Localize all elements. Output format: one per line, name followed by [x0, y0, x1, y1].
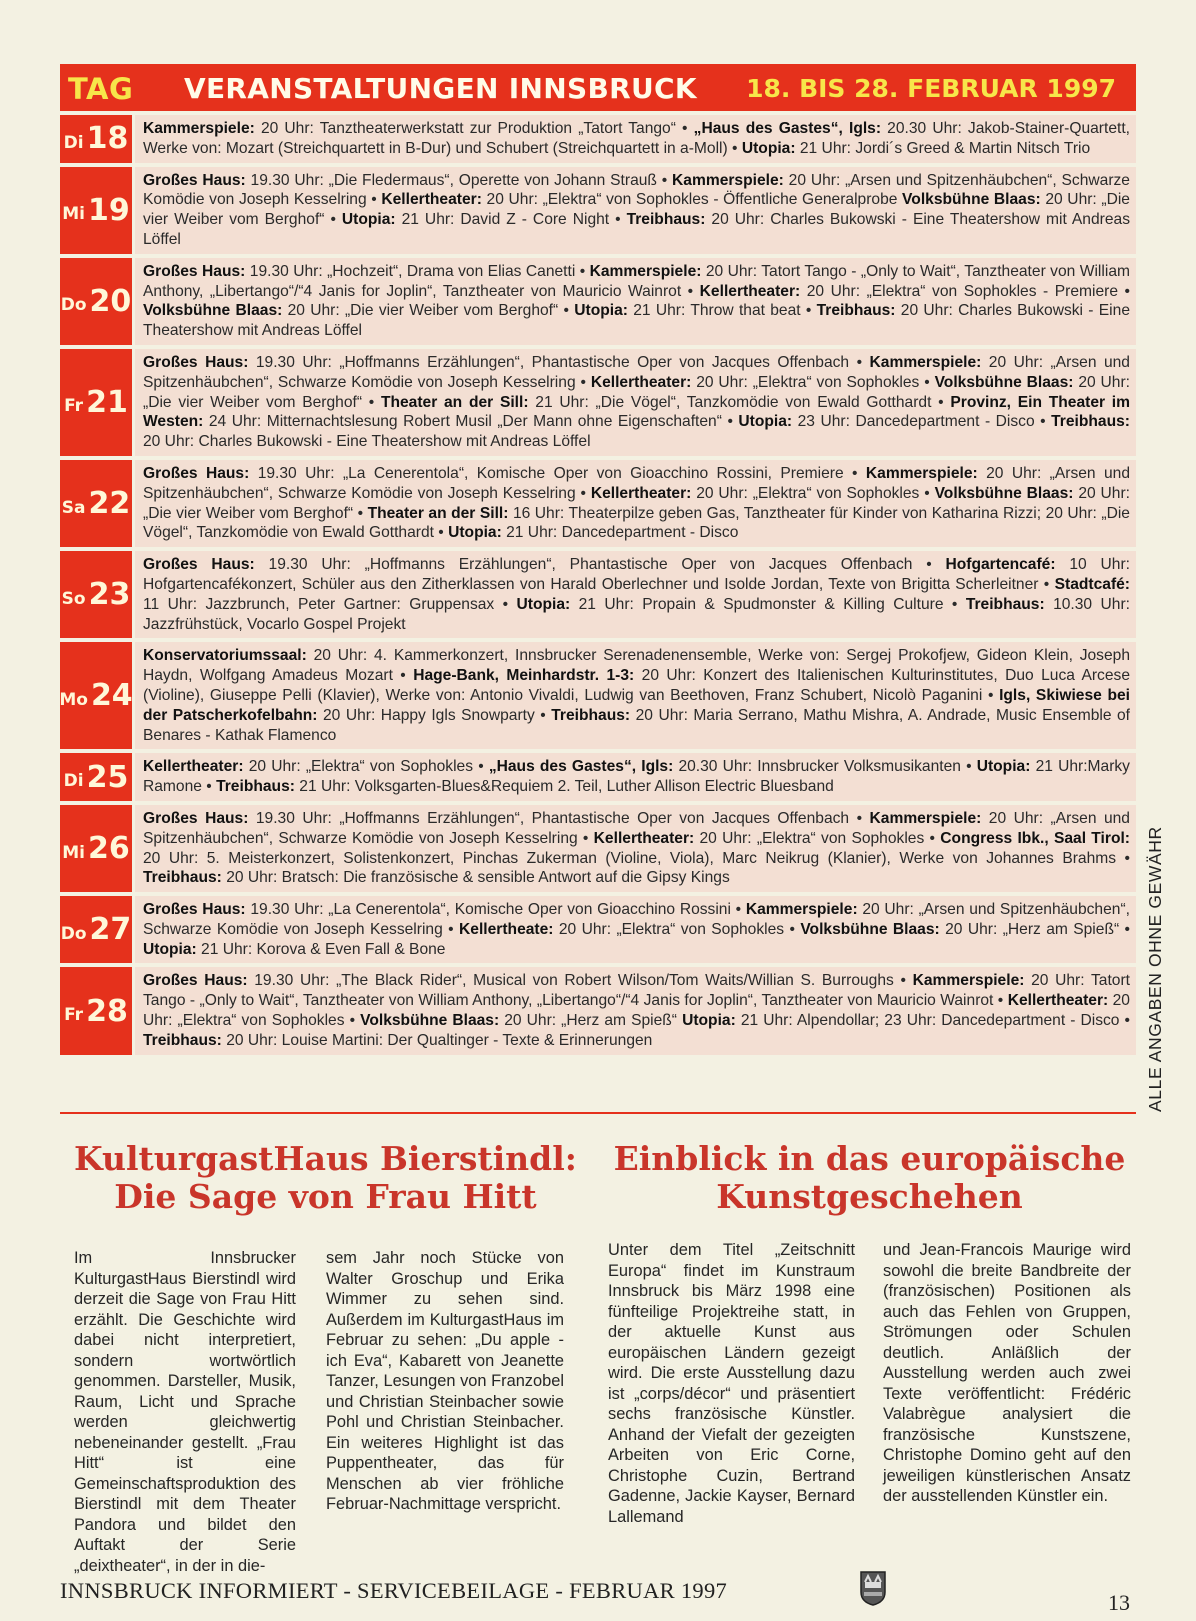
event-details: 20 Uhr: „Elektra“ von Sophokles •: [691, 373, 935, 391]
event-row: [60, 551, 1136, 638]
venue-name: Kammerspiele:: [912, 972, 1025, 990]
venue-name: Kammerspiele:: [143, 120, 255, 137]
venue-name: Theater an der Sill:: [367, 504, 509, 522]
article-column: Unter dem Titel „Zeitschnitt Europa“ findet im Kunstraum Innsbruck bis März 1998 eine fünfteilige Projektreihe statt, in der aktuelle Kunst aus europäischen Ländern gezeigt wird. Die erste Ausstellung dazu ist „corps/décor“ und präsentiert sechs französische Künstler. Anhand der Viefalt der gezeigten Arbeiten von Eric Corne, Christophe Cuzin, Bertrand Gadenne, Jackie Kayser, Bernard Lallemand: [608, 1241, 855, 1526]
venue-name: Volksbühne Blaas:: [902, 191, 1041, 209]
article-column: sem Jahr noch Stücke von Walter Groschup und Erika Wimmer zu sehen sind. Außerdem im KulturgastHaus im Februar zu sehen: „Du apple - ich Eva“, Kabarett von Jeanette Tanzer, Lesungen von Franzobel und Christian Steinbacher sowie Pohl und Christian Steinbacher. Ein weiteres Highlight ist das Puppentheater, das für Menschen ab vier fröhliche Februar-Nachmittage verspricht.: [326, 1249, 564, 1513]
day-label: [60, 753, 135, 801]
venue-name: Igls, Skiwiese bei der Patscherkofelbahn:: [143, 686, 1130, 724]
event-details: 20 Uhr: Happy Igls Snowparty •: [317, 706, 552, 724]
venue-name: Treibhaus:: [1051, 413, 1130, 431]
venue-name: Hofgartencafé:: [945, 556, 1056, 574]
event-listing: [60, 115, 1136, 1059]
day-number: 18: [86, 121, 129, 157]
event-text: [135, 167, 1136, 254]
day-label: [60, 805, 135, 892]
event-details: 10.30 Uhr: Jazzfrühstück, Vocarlo Gospel Projekt: [143, 595, 1130, 633]
event-row: [60, 642, 1136, 749]
event-details: 21 Uhr: Propain & Spudmonster & Killing Culture •: [570, 595, 966, 613]
venue-name: Treibhaus:: [626, 211, 706, 229]
weekday: Fr: [64, 1005, 84, 1026]
table-bottom-rule: [60, 1112, 1136, 1114]
venue-name: Großes Haus:: [143, 353, 249, 371]
event-details: 20.30 Uhr: Innsbrucker Volksmusikanten •: [673, 758, 977, 776]
event-details: 19.30 Uhr: „Hoffmanns Erzählungen“, Phantastische Oper von Jacques Offenbach •: [248, 353, 870, 371]
event-details: 20 Uhr: „Die vier Weiber vom Berghof“ •: [143, 373, 1130, 411]
day-number: 24: [90, 678, 133, 714]
venue-name: Treibhaus:: [965, 595, 1045, 613]
venue-name: Treibhaus:: [816, 302, 896, 320]
venue-name: Volksbühne Blaas:: [934, 373, 1074, 391]
event-details: 20 Uhr: Konzert des Italienischen Kulturinstitutes, Duo Luca Arcese (Violine), Giuseppe Pelli (Klavier), Werke von: Antonio Vivaldi, Ludwig van Beethoven, Franz Schubert, Nicolò Paganini •: [143, 667, 1130, 704]
venue-name: „Haus des Gastes“, Igls:: [488, 758, 674, 776]
event-details: 20 Uhr: „Die vier Weiber vom Berghof“ •: [143, 191, 1130, 229]
event-text: [135, 753, 1136, 801]
venue-name: Provinz, Ein Theater im Westen:: [143, 393, 1130, 431]
day-number: 25: [86, 759, 129, 795]
venue-name: Großes Haus:: [143, 901, 246, 919]
venue-name: Kellertheater:: [590, 484, 692, 502]
venue-name: Utopia:: [976, 758, 1031, 776]
venue-name: Utopia:: [738, 413, 793, 431]
event-row: [60, 805, 1136, 892]
event-details: 21 Uhr:Marky Ramone •: [143, 758, 1130, 796]
event-details: 19.30 Uhr: „La Cenerentola“, Komische Oper von Gioacchino Rossini, Premiere •: [249, 464, 866, 482]
article-columns: [608, 1240, 1131, 1527]
event-details: 10 Uhr: Hofgartencafékonzert, Schüler aus den Zitherklassen von Harald Oberlechner und Isolde Jordan, Texte von Brigitta Scherleitner •: [143, 556, 1130, 593]
venue-name: Großes Haus:: [143, 972, 248, 990]
event-details: 20 Uhr: 5. Meisterkonzert, Solistenkonzert, Pinchas Zukerman (Violine, Viola), Marc Neikrug (Klanier), Werke von Johannes Brahms •: [143, 849, 1130, 867]
weekday: Fr: [64, 396, 84, 417]
event-details: 20 Uhr: Tanztheaterwerkstatt zur Produktion „Tatort Tango“ •: [254, 120, 694, 137]
event-details: 20 Uhr: Charles Bukowski - Eine Theatershow mit Andreas Löffel: [143, 433, 591, 451]
event-details: 20 Uhr: „Elektra“ von Sophokles •: [143, 992, 1130, 1030]
venue-name: Volksbühne Blaas:: [360, 1012, 500, 1030]
event-text: [135, 460, 1136, 547]
event-row: [60, 460, 1136, 547]
event-details: 20 Uhr: „Elektra“ von Sophokles •: [553, 920, 801, 938]
day-label: [60, 167, 135, 254]
event-details: 20 Uhr: „Elektra“ von Sophokles •: [691, 484, 935, 502]
article-column: und Jean-Francois Maurige wird sowohl die breite Bandbreite der (französischen) Positionen als auch das Fehlen von Gruppen, Strömungen oder Schulen deutlich. Anläßlich der Ausstellung werden auch zwei Texte veröffentlicht: Frédéric Valabrègue analysiert die französische Kunstszene, Christophe Domino geht auf den jeweiligen künstlerischen Ansatz der ausstellenden Künstler ein.: [883, 1241, 1131, 1505]
venue-name: Treibhaus:: [143, 1031, 222, 1049]
event-details: 20 Uhr: Charles Bukowski - Eine Theatershow mit Andreas Löffel: [143, 302, 1130, 340]
event-details: 19.30 Uhr: „Die Fledermaus“, Operette von Johann Strauß •: [245, 171, 673, 189]
event-details: 20 Uhr: Louise Martini: Der Qualtinger - Texte & Erinnerungen: [221, 1031, 653, 1049]
event-details: 20 Uhr: Tatort Tango - „Only to Wait“, Tanztheater von William Anthony, „Libertango“/“4 Janis for Joplin“, Tanztheater von Mauricio Wainrot •: [143, 972, 1130, 1010]
header-dates: 18. BIS 28. FEBRUAR 1997: [746, 74, 1116, 103]
event-details: 19.30 Uhr: „Hoffmanns Erzählungen“, Phantastische Oper von Jacques Offenbach •: [248, 809, 870, 827]
article-bierstindl: [74, 1140, 577, 1576]
event-row: [60, 115, 1136, 163]
event-text: [135, 896, 1136, 963]
event-details: 20 Uhr: „Arsen und Spitzenhäubchen“, Schwarze Komödie von Joseph Kesselring •: [143, 901, 1130, 938]
weekday: Di: [63, 132, 84, 153]
event-row: [60, 896, 1136, 963]
event-details: 20 Uhr: „Elektra“ von Sophokles •: [243, 758, 489, 776]
venue-name: Treibhaus:: [551, 706, 631, 724]
event-row: [60, 349, 1136, 456]
venue-name: Kellertheater:: [699, 282, 801, 300]
venue-name: Utopia:: [574, 302, 628, 320]
venue-name: Kammerspiele:: [589, 262, 702, 280]
venue-name: Kammerspiele:: [745, 901, 858, 919]
title-line-2: Die Sage von Frau Hitt: [114, 1177, 537, 1216]
weekday: Di: [63, 771, 84, 792]
event-text: [135, 115, 1136, 163]
event-details: 20 Uhr: „Die vier Weiber vom Berghof“ •: [143, 484, 1130, 522]
event-details: 20 Uhr: „Arsen und Spitzenhäubchen“, Schwarze Komödie von Joseph Kesselring •: [143, 464, 1130, 502]
title-line-2: Kunstgeschehen: [716, 1177, 1023, 1216]
day-label: [60, 896, 135, 963]
venue-name: Großes Haus:: [143, 556, 255, 574]
weekday: Mo: [59, 689, 88, 710]
article-column: Im Innsbrucker KulturgastHaus Bierstindl wird derzeit die Sage von Frau Hitt erzählt. Die Geschichte wird dabei nicht interpretiert, sondern wortwörtlich genommen. Darsteller, Musik, Raum, Licht und Sprache werden gleichwertig nebeneinander gestellt. „Frau Hitt“ ist eine Gemeinschaftsproduktion des Bierstindl mit dem Theater Pandora und bildet den Auftakt der Serie „deixtheater“, in der in die-: [74, 1249, 296, 1575]
title-line-1: KulturgastHaus Bierstindl:: [74, 1139, 577, 1178]
event-row: [60, 167, 1136, 254]
venue-name: Utopia:: [448, 524, 502, 542]
venue-name: Kellertheater:: [593, 829, 695, 847]
event-details: 21 Uhr: David Z - Core Night •: [395, 211, 627, 229]
venue-name: „Haus des Gastes“, Igls:: [693, 120, 882, 137]
table-header: [60, 64, 1136, 111]
event-row: [60, 753, 1136, 801]
event-details: 20 Uhr: „Arsen und Spitzenhäubchen“, Schwarze Komödie von Joseph Kesselring •: [143, 171, 1130, 209]
event-text: [135, 805, 1136, 892]
venue-name: Utopia:: [516, 595, 571, 613]
event-details: 21 Uhr: Alpendollar; 23 Uhr: Dancedepartment - Disco •: [735, 1012, 1130, 1030]
event-details: 19.30 Uhr: „Hochzeit“, Drama von Elias Canetti •: [245, 262, 590, 280]
weekday: Do: [60, 923, 87, 944]
day-number: 19: [88, 192, 130, 228]
event-details: 20 Uhr: 4. Kammerkonzert, Innsbrucker Serenadenensemble, Werke von: Sergej Prokofjew, Gideon Klein, Joseph Haydn, Wolfgang Amadeus Mozart •: [143, 647, 1130, 685]
day-number: 21: [86, 384, 128, 420]
day-number: 28: [86, 993, 128, 1029]
event-details: 20 Uhr: Bratsch: Die französische & sensible Antwort auf die Gipsy Kings: [221, 869, 730, 887]
event-details: 21 Uhr: Korova & Even Fall & Bone: [196, 940, 446, 958]
event-details: 20.30 Uhr: Jakob-Stainer-Quartett, Werke von: Mozart (Streichquartett in B-Dur) und Schubert (Streichquartett in a-Moll) •: [143, 120, 1130, 157]
event-details: 23 Uhr: Dancedepartment - Disco •: [792, 413, 1052, 431]
venue-name: Treibhaus:: [143, 869, 222, 887]
venue-name: Großes Haus:: [143, 464, 250, 482]
venue-name: Utopia:: [741, 139, 796, 157]
day-label: [60, 258, 135, 345]
event-details: 11 Uhr: Jazzbrunch, Peter Gartner: Gruppensax •: [143, 595, 517, 613]
header-title: VERANSTALTUNGEN INNSBRUCK: [184, 72, 697, 105]
day-label: [60, 642, 135, 749]
article-title-bierstindl: [74, 1140, 577, 1216]
event-details: 20 Uhr: „Herz am Spieß“ •: [939, 920, 1131, 938]
day-label: [60, 115, 135, 163]
venue-name: Utopia:: [682, 1012, 736, 1030]
venue-name: Kellertheater:: [1007, 992, 1109, 1010]
footer-title: INNSBRUCK INFORMIERT - SERVICEBEILAGE - FEBRUAR 1997: [60, 1578, 728, 1603]
event-details: 21 Uhr: Throw that beat •: [627, 302, 817, 320]
event-text: [135, 551, 1136, 638]
venue-name: Großes Haus:: [143, 262, 246, 280]
venue-name: Kammerspiele:: [869, 353, 982, 371]
article-title-kunstgeschehen: [608, 1140, 1131, 1216]
event-details: 20 Uhr: „Elektra“ von Sophokles - Öffentliche Generalprobe: [481, 191, 903, 209]
venue-name: Congress Ibk., Saal Tirol:: [940, 829, 1130, 847]
event-details: 21 Uhr: Volksgarten-Blues&Requiem 2. Teil, Luther Allison Electric Bluesband: [294, 778, 834, 796]
venue-name: Kammerspiele:: [865, 464, 978, 482]
weekday: Mi: [62, 204, 85, 225]
venue-name: Kammerspiele:: [672, 171, 784, 189]
event-text: [135, 967, 1136, 1054]
innsbruck-crest-icon: [859, 1570, 887, 1606]
event-details: 21 Uhr: Dancedepartment - Disco: [501, 524, 739, 542]
event-row: [60, 258, 1136, 345]
event-details: 19.30 Uhr: „The Black Rider“, Musical von Robert Wilson/Tom Waits/Willian S. Burroughs •: [247, 972, 913, 990]
event-text: [135, 258, 1136, 345]
title-line-1: Einblick in das europäische: [613, 1139, 1126, 1178]
event-details: 20 Uhr: „Arsen und Spitzenhäubchen“, Schwarze Komödie von Joseph Kesselring •: [143, 353, 1130, 391]
venue-name: Kellertheate:: [459, 920, 554, 938]
day-number: 22: [88, 486, 131, 522]
event-details: 20 Uhr: „Elektra“ von Sophokles •: [694, 829, 941, 847]
venue-name: Kellertheater:: [381, 191, 482, 209]
event-details: 20 Uhr: Maria Serrano, Mathu Mishra, A. Andrade, Music Ensemble of Benares - Kathak Flamenco: [143, 706, 1131, 744]
venue-name: Konservatoriumssaal:: [143, 647, 307, 665]
event-row: [60, 967, 1136, 1054]
event-details: 21 Uhr: Jordi´s Greed & Martin Nitsch Trio: [795, 139, 1091, 157]
day-number: 26: [88, 831, 130, 866]
event-details: 20 Uhr: „Herz am Spieß“: [499, 1012, 683, 1030]
venue-name: Großes Haus:: [143, 171, 246, 189]
header-tag: TAG: [68, 72, 134, 106]
day-label: [60, 967, 135, 1054]
day-label: [60, 349, 135, 456]
venue-name: Stadtcafé:: [1054, 575, 1130, 593]
event-text: [135, 642, 1136, 749]
day-number: 20: [89, 283, 132, 319]
event-details: 20 Uhr: Charles Bukowski - Eine Theatershow mit Andreas Löffel: [143, 211, 1130, 248]
article-kunstgeschehen: [608, 1140, 1131, 1527]
day-label: [60, 460, 135, 547]
weekday: Mi: [62, 842, 85, 863]
venue-name: Kellertheater:: [590, 373, 692, 391]
venue-name: Theater an der Sill:: [380, 393, 529, 411]
event-details: 19.30 Uhr: „La Cenerentola“, Komische Oper von Gioacchino Rossini •: [245, 901, 746, 919]
event-details: 20 Uhr: Tatort Tango - „Only to Wait“, Tanztheater von William Anthony, „Libertango“/“4 Janis for Joplin“, Tanztheater von Mauricio Wainrot •: [143, 262, 1130, 300]
venue-name: Volksbühne Blaas:: [934, 484, 1074, 502]
venue-name: Utopia:: [341, 211, 396, 229]
event-details: 16 Uhr: Theaterpilze geben Gas, Tanztheater für Kinder von Katharina Rizzi; 20 Uhr: „Die Vögel“, Tanzkomödie von Ewald Gotthardt •: [143, 504, 1130, 542]
event-details: 21 Uhr: „Die Vögel“, Tanzkomödie von Ewald Gotthardt •: [528, 393, 951, 411]
article-columns: [74, 1248, 577, 1576]
event-details: 20 Uhr: „Elektra“ von Sophokles - Premiere •: [800, 282, 1130, 300]
venue-name: Utopia:: [143, 940, 197, 958]
day-number: 27: [89, 912, 132, 948]
event-details: 20 Uhr: „Arsen und Spitzenhäubchen“, Schwarze Komödie von Joseph Kesselring •: [143, 809, 1130, 847]
weekday: So: [61, 588, 86, 609]
disclaimer-side-text: ALLE ANGABEN OHNE GEWÄHR: [1145, 826, 1165, 1112]
venue-name: Volksbühne Blaas:: [800, 920, 940, 938]
venue-name: Treibhaus:: [216, 778, 295, 796]
event-details: 19.30 Uhr: „Hoffmanns Erzählungen“, Phantastische Oper von Jacques Offenbach •: [254, 556, 946, 574]
event-details: 24 Uhr: Mitternachtslesung Robert Musil „Der Mann ohne Eigenschaften“ •: [203, 413, 739, 431]
event-details: 20 Uhr: „Die vier Weiber vom Berghof“ •: [282, 302, 575, 320]
venue-name: Volksbühne Blaas:: [143, 302, 283, 320]
weekday: Sa: [61, 497, 86, 518]
day-label: [60, 551, 135, 638]
event-text: [135, 349, 1136, 456]
venue-name: Großes Haus:: [143, 809, 249, 827]
venue-name: Kammerspiele:: [869, 809, 982, 827]
page-number: 13: [1108, 1590, 1130, 1615]
weekday: Do: [60, 295, 87, 316]
venue-name: Kellertheater:: [143, 758, 244, 776]
venue-name: Hage-Bank, Meinhardstr. 1-3:: [413, 667, 635, 685]
day-number: 23: [88, 577, 131, 613]
